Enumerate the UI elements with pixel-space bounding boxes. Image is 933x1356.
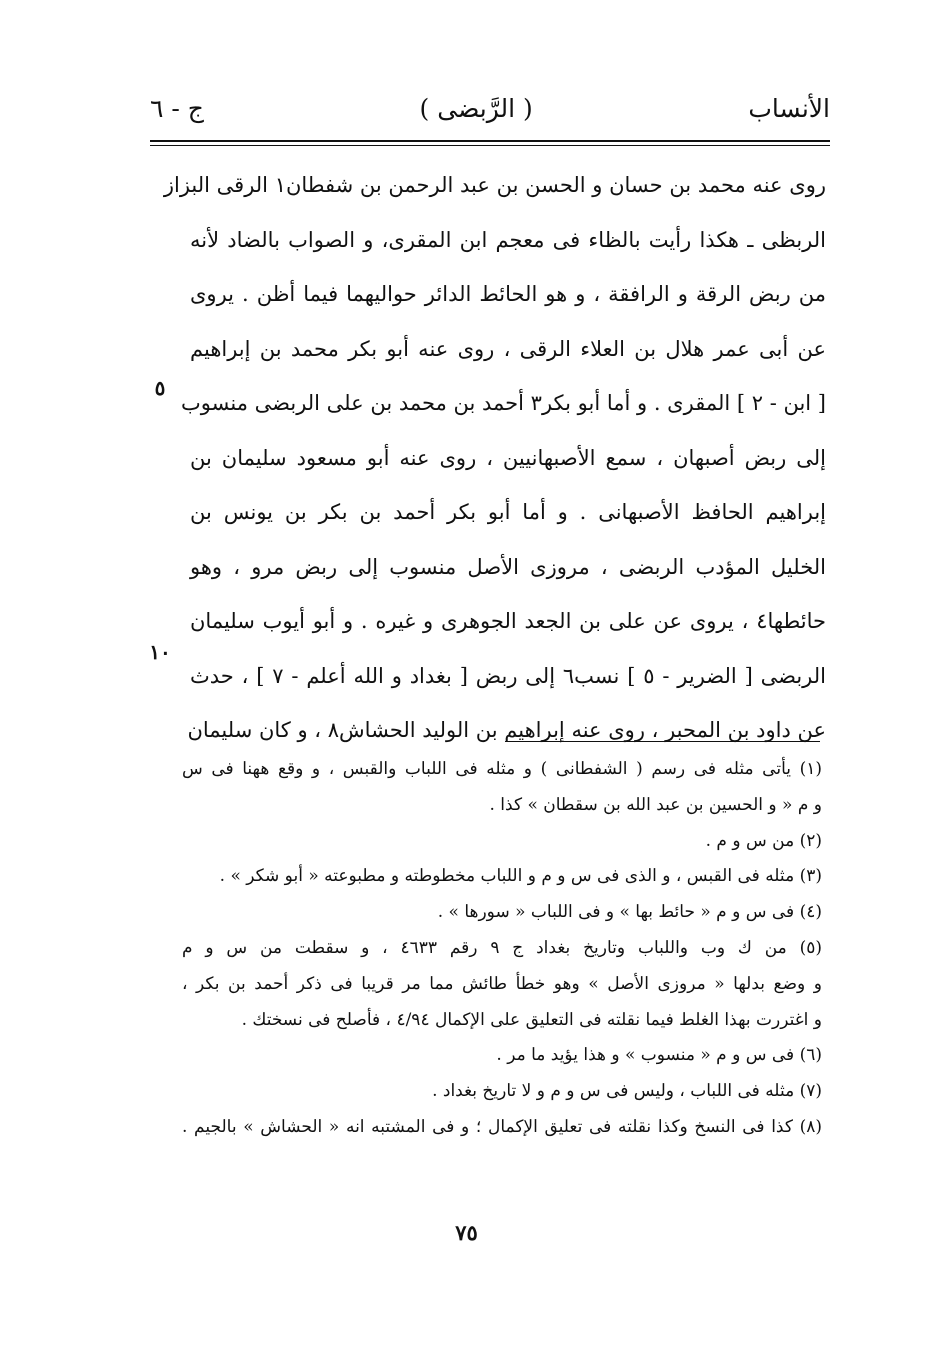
header-rule <box>150 140 830 146</box>
footnote-line: (٢) من س و م . <box>705 830 822 851</box>
page-number: ٧٥ <box>455 1220 478 1245</box>
text-line: [ ابن - ٢ ] المقرى . و أما أبو بكر٣ أحمد بن محمد بن على الربضى منسوب <box>181 391 826 415</box>
footnote-line: (٤) فى س و م « حائط بها » و فى اللباب « سورها » . <box>437 902 822 923</box>
footnote-line: (٦) فى س و م « منسوب » و هذا يؤيد ما مر . <box>496 1045 822 1066</box>
line-number-10: ١٠ <box>149 640 171 664</box>
footnote-line: و اغتررت بهذا الغلط فيما نقلته فى التعليق على الإكمال ٤/٩٤ ، فأصلح فى نسختك . <box>241 1009 822 1030</box>
text-line: عن أبى عمر هلال بن العلاء الرقى ، روى عنه أبو بكر محمد بن إبراهيم <box>190 336 826 361</box>
footnote-line: (٣) مثله فى القبس ، و الذى فى س و م و اللباب مخطوطته و مطبوعته « أبو شكر » . <box>219 866 822 887</box>
footnote-line: (١) يأتى مثله فى رسم ( الشفطانى ) و مثله فى اللباب والقبس ، و وقع ههنا فى س <box>182 759 822 779</box>
header-book-title: الأنساب <box>748 93 830 123</box>
footnote-line: و م « و الحسين بن عبد الله بن سقطان » كذا . <box>489 794 822 815</box>
header-volume: ج - ٦ <box>150 93 204 123</box>
text-line: الربظى ـ هكذا رأيت بالظاء فى معجم ابن المقرى، و الصواب بالضاد لأنه <box>190 227 826 252</box>
text-line: إبراهيم الحافظ الأصبهانى . و أما أبو بكر أحمد بن بكر بن يونس بن <box>190 500 826 524</box>
footnote-line: (٧) مثله فى اللباب ، وليس فى س و م و لا تاريخ بغداد . <box>432 1081 822 1102</box>
text-line: روى عنه محمد بن حسان و الحسن بن عبد الرحمن بن شفطان١ الرقى البزاز <box>163 173 826 197</box>
text-line: من ربض الرقة و الرافقة ، و هو الحائط الدائر حواليهما فيما أظن . يروى <box>190 282 826 306</box>
text-line: حائطها٤ ، يروى عن على بن الجعد الجوهرى و غيره . و أبو أيوب سليمان <box>190 609 826 633</box>
running-header <box>150 88 830 128</box>
footnote-rule <box>505 741 820 742</box>
footnote-line: و وضع بدلها « مروزى الأصل » وهو خطأ طائش مما مر قريبا فى ذكر أحمد بن بكر ، <box>182 973 822 994</box>
line-number-5: ٥ <box>154 376 166 400</box>
text-line: إلى ربض أصبهان ، سمع الأصبهانيين ، روى عنه أبو مسعود سليمان بن <box>190 445 826 470</box>
main-text <box>163 158 826 758</box>
text-line: عن داود بن المحبر ، روى عنه إبراهيم بن الوليد الحشاش٨ ، و كان سليمان <box>187 718 826 742</box>
footnotes <box>182 752 822 1146</box>
footnote-line: (٨) كذا فى النسخ وكذا نقلته فى تعليق الإكمال ؛ و فى المشتبه انه « الحشاش » بالجيم . <box>182 1116 822 1137</box>
header-entry-title: ( الرَّبضى ) <box>419 93 533 123</box>
text-line: الخليل المؤدب الربضى ، مروزى الأصل منسوب إلى ربض مرو ، وهو <box>190 554 826 579</box>
footnote-line: (٥) من ك وب واللباب وتاريخ بغداد ج ٩ رقم ٤٦٣٣ ، و سقطت من س و م <box>182 937 822 958</box>
text-line: الربضى [ الضرير - ٥ ] نسب٦ إلى ربض [ بغداد و الله أعلم - ٧ ] ، حدث <box>190 663 826 688</box>
